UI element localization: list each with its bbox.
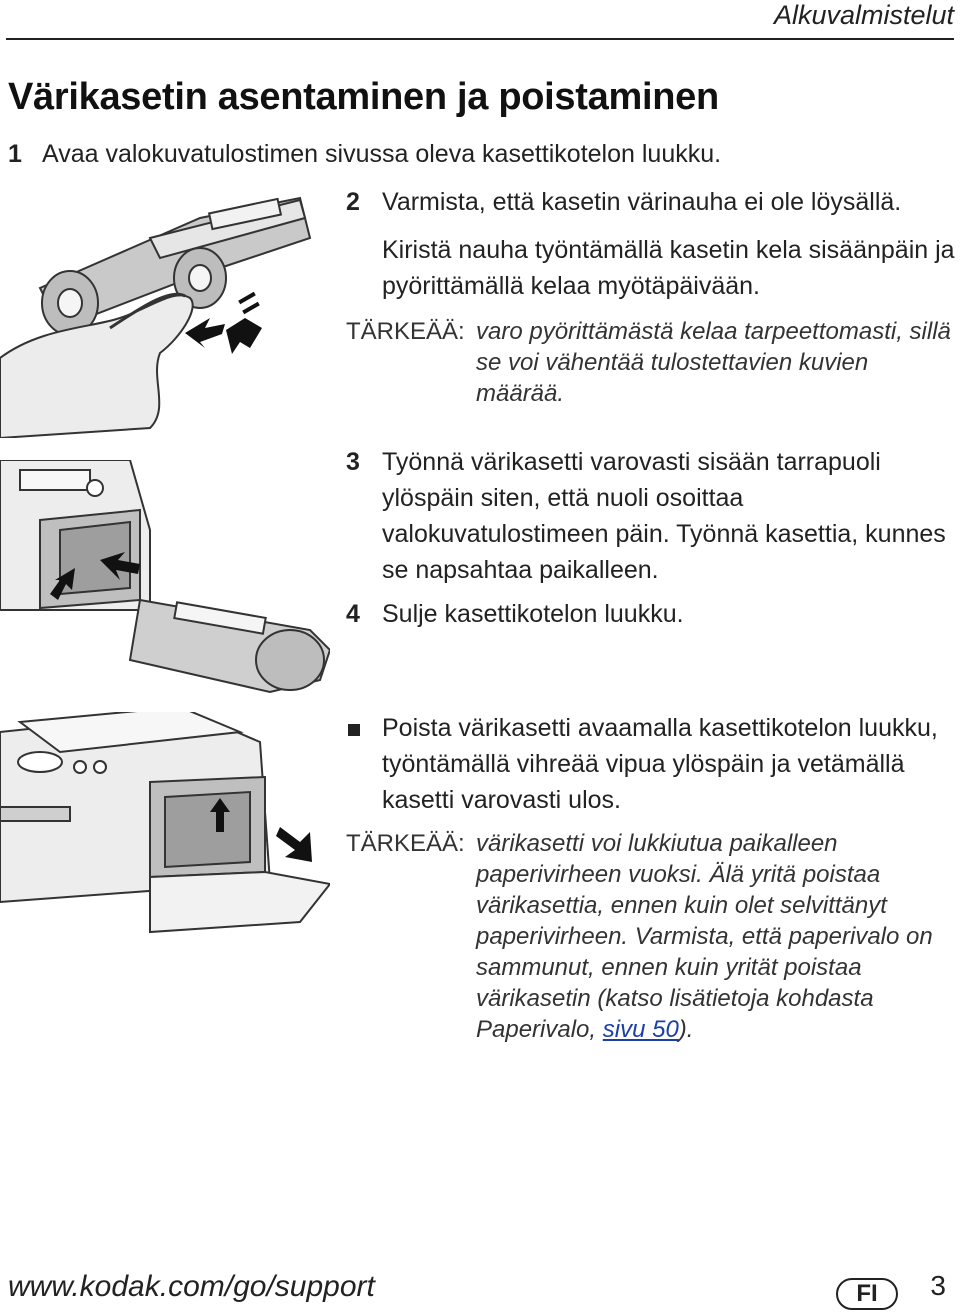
- note-text-part: värikasetti voi lukkiutua paikalleen paperivirheen vuoksi. Älä yritä poistaa värikasettia, ennen kuin olet selvittänyt paperivirheen. Varmista, että paperivalo on sammunut, ennen kuin yrität poistaa värikasetin (katso lisätietoja kohdasta Paperivalo,: [476, 830, 933, 1043]
- bullet-text: Poista värikasetti avaamalla kasettikotelon luukku, työntämällä vihreää vipua ylöspäin ja vetämällä kasetti varovasti ulos.: [382, 714, 938, 814]
- note-label: TÄRKEÄÄ:: [346, 830, 465, 857]
- step-2-detail: [346, 232, 956, 304]
- note-text: varo pyörittämästä kelaa tarpeettomasti, sillä se voi vähentää tulostettavien kuvien määrää.: [476, 318, 951, 407]
- header-rule: [6, 38, 954, 40]
- step-2: [346, 184, 956, 220]
- step-1: [8, 136, 908, 172]
- step-text: Työnnä värikasetti varovasti sisään tarrapuoli ylöspäin siten, että nuoli osoittaa valokuvatulostimeen päin. Työnnä kasettia, kunnes se napsahtaa paikalleen.: [382, 448, 946, 584]
- language-badge: FI: [836, 1278, 898, 1310]
- page-number: 3: [930, 1270, 946, 1301]
- step-number: 2: [346, 188, 360, 216]
- step-number: 3: [346, 448, 360, 476]
- important-note-2: [346, 828, 956, 1045]
- cassette-spool-illustration: [0, 178, 330, 438]
- step-text: Avaa valokuvatulostimen sivussa oleva kasettikotelon luukku.: [42, 140, 722, 168]
- bullet-item: [346, 710, 956, 818]
- support-url-link[interactable]: www.kodak.com/go/support: [8, 1270, 375, 1303]
- note-text-end: ).: [678, 1016, 694, 1043]
- note-text: [346, 828, 956, 1045]
- step-text: Varmista, että kasetin värinauha ei ole löysällä.: [382, 188, 902, 216]
- running-head: Alkuvalmistelut: [773, 0, 954, 30]
- important-note-1: [346, 316, 956, 409]
- step-number: 4: [346, 600, 360, 628]
- step-4: [346, 596, 956, 632]
- step-detail-text: Kiristä nauha työntämällä kasetin kela sisäänpäin ja pyörittämällä kelaa myötäpäivään.: [382, 236, 955, 300]
- remove-cassette-illustration: [0, 712, 330, 952]
- step-text: Sulje kasettikotelon luukku.: [382, 600, 684, 628]
- bullet-square-icon: [348, 724, 360, 736]
- step-number: 1: [8, 140, 22, 168]
- page-reference-link[interactable]: sivu 50: [602, 1016, 679, 1043]
- step-3: [346, 444, 956, 588]
- note-label: TÄRKEÄÄ:: [346, 318, 465, 345]
- page-title: Värikasetin asentaminen ja poistaminen: [8, 76, 719, 118]
- insert-cassette-illustration: [0, 460, 330, 700]
